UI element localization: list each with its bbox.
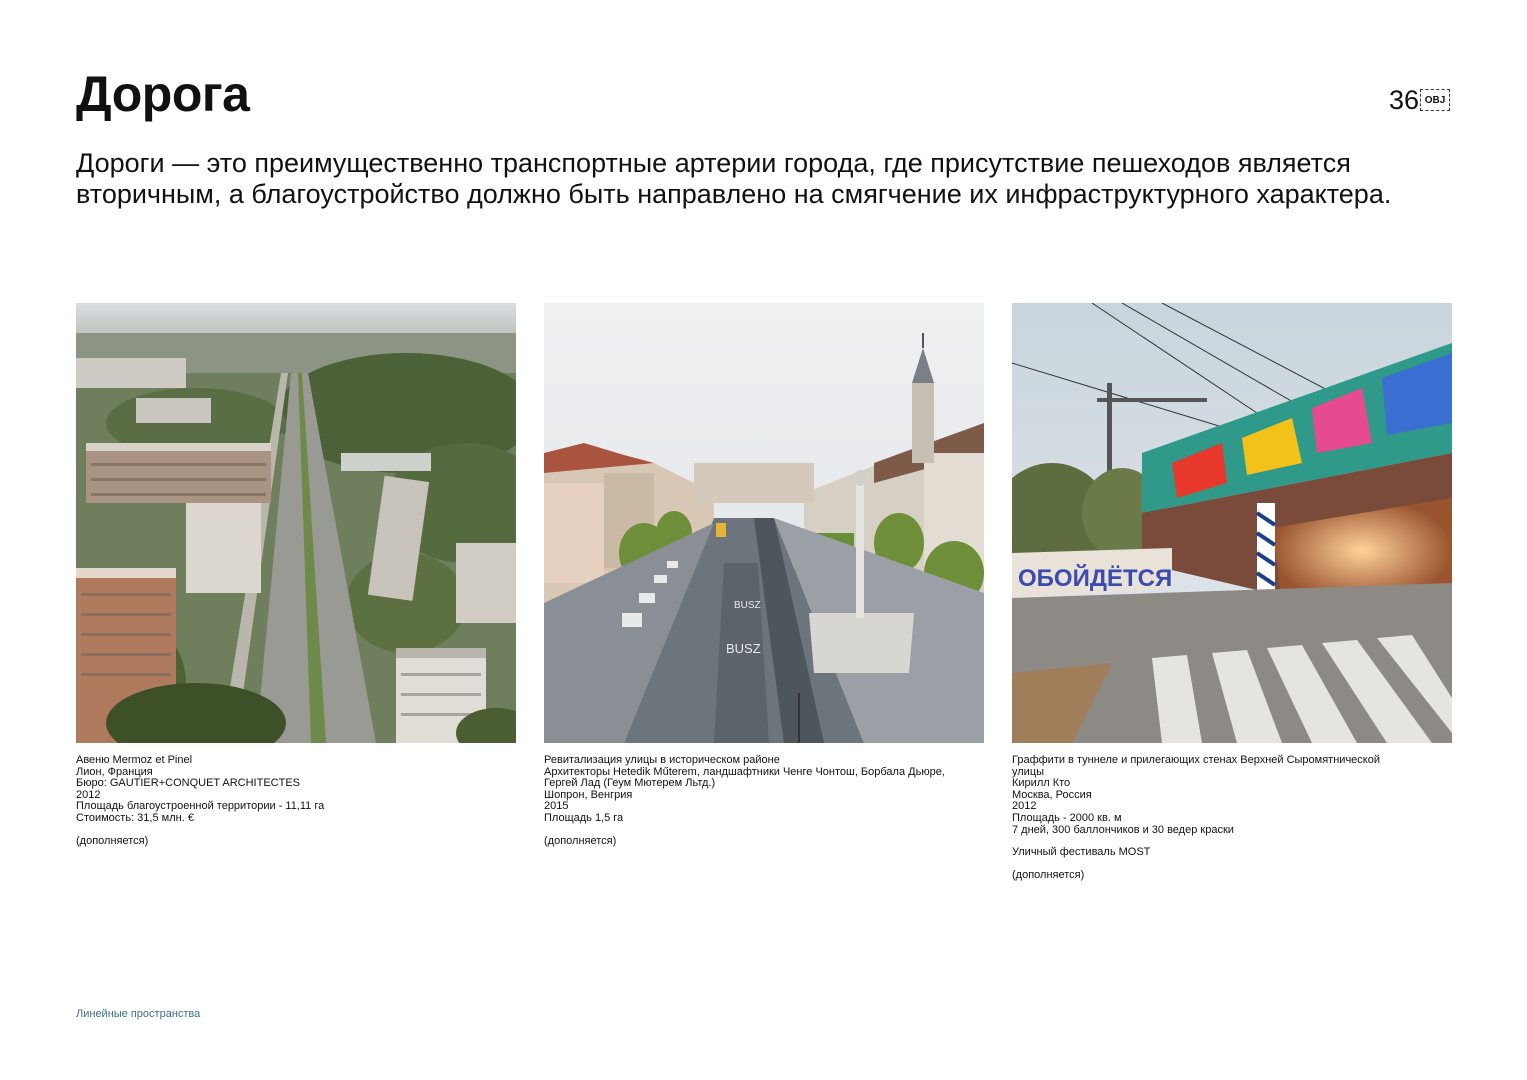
caption-line: Гергей Лад (Геум Мютерем Льтд.) xyxy=(544,777,716,790)
caption-mermoz xyxy=(76,755,516,847)
caption-line: Бюро: GAUTIER+CONQUET ARCHITECTES xyxy=(76,777,301,790)
caption-line: Площадь - 2000 кв. м xyxy=(1012,811,1122,824)
page-number-value: 36 xyxy=(1388,85,1419,115)
caption-line: Ревитализация улицы в историческом районе xyxy=(544,754,780,766)
graffiti-wall-text: ОБОЙДЁТСЯ xyxy=(1018,565,1173,592)
aerial-boulevard-illustration xyxy=(76,303,516,743)
aerial-boulevard-photo xyxy=(76,303,516,743)
caption-line: Площадь благоустроенной территории - 11,11 га xyxy=(76,800,325,813)
caption-line: Шопрон, Венгрия xyxy=(544,788,633,801)
bus-lane-marking-2: BUSZ xyxy=(726,641,761,656)
bus-lane-marking-1: BUSZ xyxy=(734,600,761,611)
caption-line: Архитекторы Hetedik Műterem, ландшафтники Ченге Чонтош, Борбала Дьюре, xyxy=(544,765,945,778)
footer-section-link[interactable]: Линейные пространства xyxy=(76,1008,201,1020)
caption-note: (дополняется) xyxy=(76,834,149,847)
caption-line: 2015 xyxy=(544,800,569,813)
caption-note: (дополняется) xyxy=(544,834,617,847)
lead-paragraph: Дороги — это преимущественно транспортные артерии города, где присутствие пешеходов является вторичным, а благоустройство должно быть направлено на смягчение их инфраструктурного характера. xyxy=(76,148,1392,209)
caption-line: Лион, Франция xyxy=(76,765,153,778)
caption-line: 2012 xyxy=(76,788,101,801)
caption-line: улицы xyxy=(1012,765,1045,778)
historic-street-illustration xyxy=(544,303,984,743)
page-title: Дорога xyxy=(76,66,250,122)
caption-line: 7 дней, 300 баллончиков и 30 ведер краски xyxy=(1012,823,1234,836)
graffiti-tunnel-illustration xyxy=(1012,303,1452,743)
caption-line: 2012 xyxy=(1012,800,1037,813)
caption-line: Стоимость: 31,5 млн. € xyxy=(76,811,194,824)
graffiti-tunnel-photo xyxy=(1012,303,1452,743)
caption-line: Площадь 1,5 га xyxy=(544,811,624,824)
caption-moscow xyxy=(1012,755,1452,881)
caption-note: Уличный фестиваль MOST xyxy=(1012,846,1151,859)
caption-line: Граффити в туннеле и прилегающих стенах Верхней Сыромятнической xyxy=(1012,754,1380,766)
object-placeholder-icon: OBJ xyxy=(1420,89,1450,111)
caption-note: (дополняется) xyxy=(1012,868,1085,881)
caption-line: Авеню Mermoz et Pinel xyxy=(76,754,193,766)
page-number xyxy=(1389,84,1450,116)
caption-line: Москва, Россия xyxy=(1012,788,1092,801)
caption-sopron xyxy=(544,755,984,847)
caption-line: Кирилл Кто xyxy=(1012,777,1071,790)
historic-street-photo xyxy=(544,303,984,743)
